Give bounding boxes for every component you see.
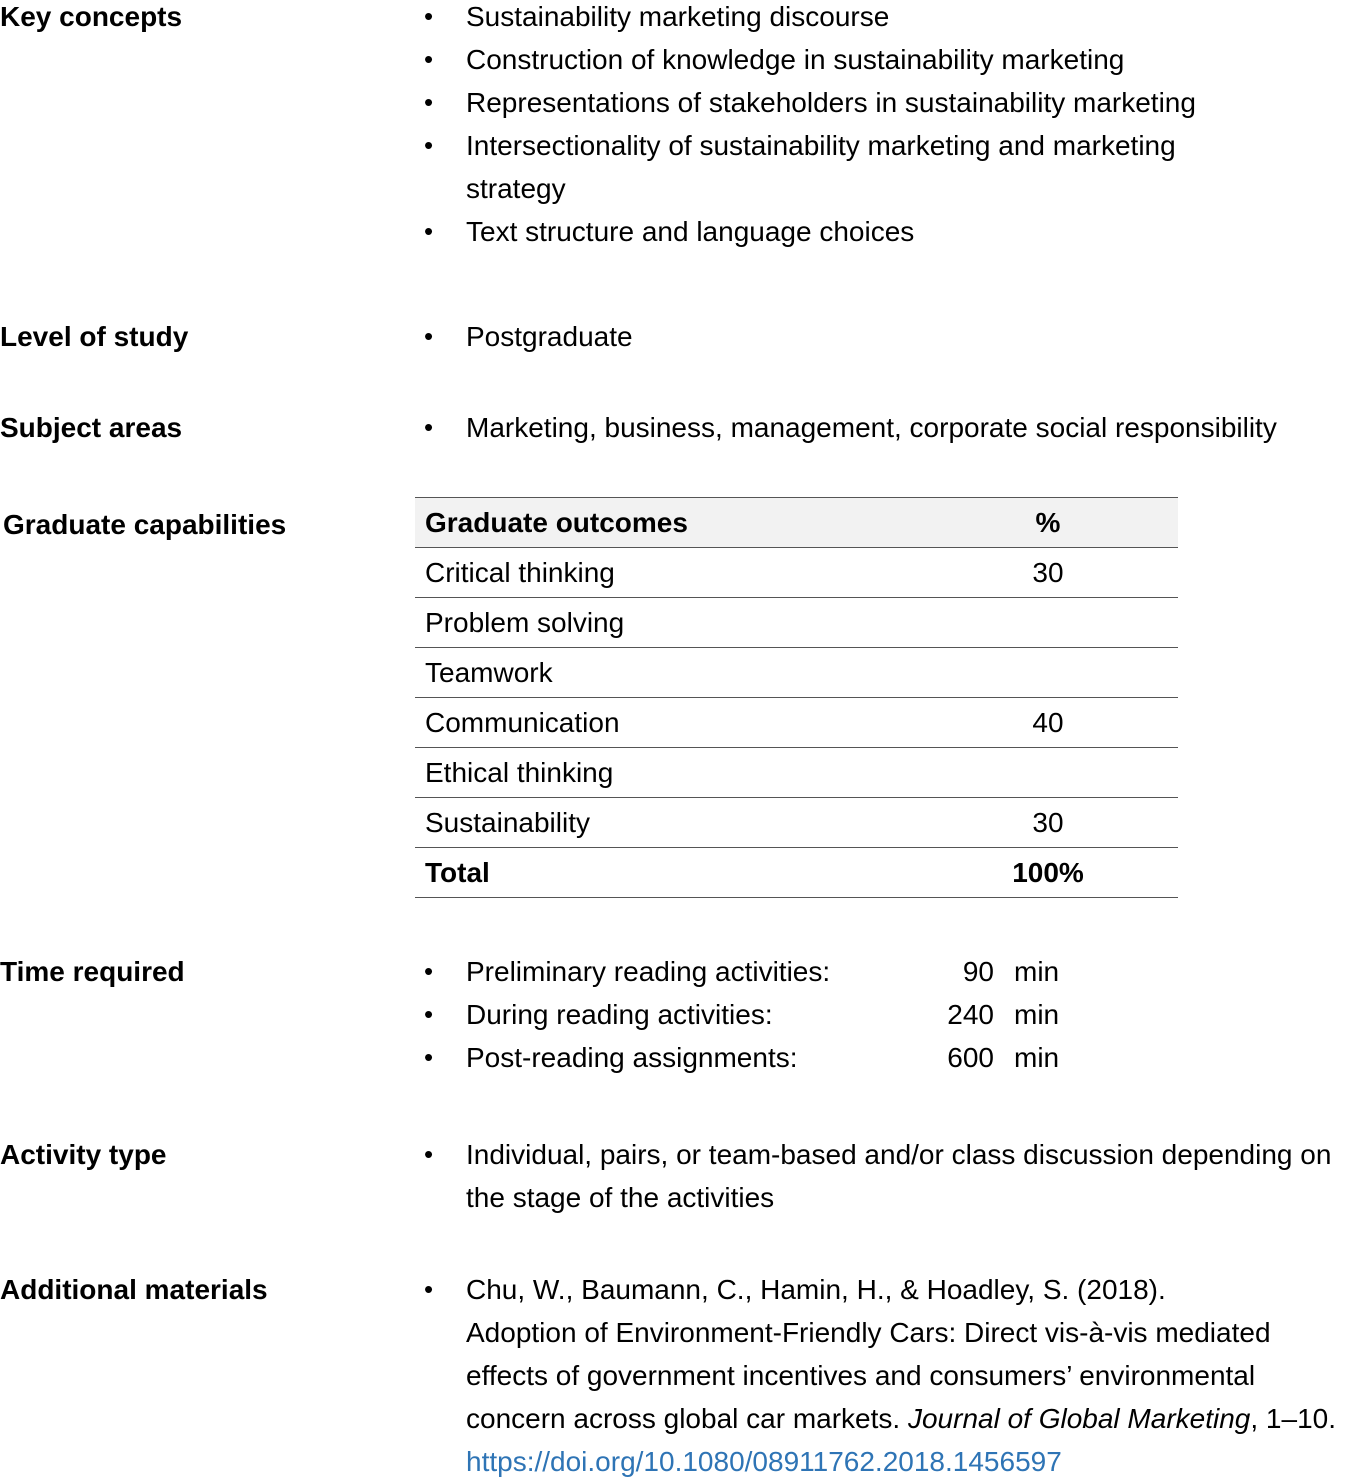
list-item: • Representations of stakeholders in sustainability marketing <box>422 81 1356 124</box>
level-of-study-label: Level of study <box>0 321 189 352</box>
list-item <box>422 993 1356 1036</box>
citation <box>422 1268 1346 1483</box>
citation-authors: Chu, W., Baumann, C., Hamin, H., & Hoadley, S. (2018). <box>466 1274 1166 1305</box>
list-item <box>422 950 1356 993</box>
activity-minutes: 600 <box>947 1042 994 1073</box>
list-item: • Construction of knowledge in sustainability marketing <box>422 38 1356 81</box>
doi-link[interactable]: https://doi.org/10.1080/08911762.2018.1456597 <box>466 1446 1062 1477</box>
outcome-name: Problem solving <box>415 598 918 648</box>
key-concepts-label: Key concepts <box>0 1 183 32</box>
outcome-percent: 30 <box>918 798 1178 848</box>
list-item <box>422 1036 1356 1079</box>
list-item: • Postgraduate <box>422 315 1356 358</box>
key-concepts-list <box>422 0 1356 253</box>
table-header-row <box>415 498 1178 548</box>
outcome-name: Critical thinking <box>415 548 918 598</box>
outcome-percent <box>918 598 1178 648</box>
list-item: • Intersectionality of sustainability marketing and marketing strategy <box>422 124 1266 210</box>
activity-type-list <box>422 1133 1356 1219</box>
outcome-name: Sustainability <box>415 798 918 848</box>
table-row <box>415 548 1178 598</box>
list-item: • Sustainability marketing discourse <box>422 0 1356 38</box>
total-label: Total <box>415 848 918 898</box>
table-row <box>415 798 1178 848</box>
activity-unit: min <box>1014 999 1060 1030</box>
activity-minutes: 90 <box>962 956 994 987</box>
graduate-outcomes-table <box>415 497 1178 898</box>
total-percent: 100% <box>918 848 1178 898</box>
citation-journal: Journal of Global Marketing <box>907 1403 1251 1434</box>
time-required-label: Time required <box>0 956 185 987</box>
outcome-percent <box>918 648 1178 698</box>
citation-title: Adoption of Environment-Friendly Cars: Direct vis-à-vis mediated effects of government incentives and consumers’ environmental concern across global car markets. <box>466 1317 1271 1434</box>
subject-areas-list <box>422 406 1358 449</box>
activity-name: Preliminary reading activities: <box>466 956 831 987</box>
table-row <box>415 598 1178 648</box>
outcome-percent: 40 <box>918 698 1178 748</box>
outcome-name: Teamwork <box>415 648 918 698</box>
time-required-list <box>422 950 1356 1079</box>
table-row <box>415 648 1178 698</box>
additional-materials-label: Additional materials <box>0 1274 268 1305</box>
table-row <box>415 748 1178 798</box>
graduate-capabilities-label: Graduate capabilities <box>3 509 287 540</box>
citation-pages: , 1–10. <box>1250 1403 1337 1434</box>
list-item: • Individual, pairs, or team-based and/or class discussion depending on the stage of the activities <box>422 1133 1356 1219</box>
header-outcomes: Graduate outcomes <box>415 498 918 548</box>
activity-name: Post-reading assignments: <box>466 1042 798 1073</box>
outcome-name: Communication <box>415 698 918 748</box>
list-item: • Text structure and language choices <box>422 210 1356 253</box>
activity-unit: min <box>1014 956 1060 987</box>
activity-type-label: Activity type <box>0 1139 167 1170</box>
outcome-percent <box>918 748 1178 798</box>
subject-areas-label: Subject areas <box>0 412 183 443</box>
activity-minutes: 240 <box>947 999 994 1030</box>
table-total-row <box>415 848 1178 898</box>
additional-materials-list <box>422 1268 1346 1483</box>
outcome-percent: 30 <box>918 548 1178 598</box>
list-item: • Marketing, business, management, corporate social responsibility <box>422 406 1358 449</box>
outcome-name: Ethical thinking <box>415 748 918 798</box>
table-row <box>415 698 1178 748</box>
activity-name: During reading activities: <box>466 999 773 1030</box>
level-of-study-list <box>422 315 1356 358</box>
header-percent: % <box>918 498 1178 548</box>
activity-unit: min <box>1014 1042 1060 1073</box>
